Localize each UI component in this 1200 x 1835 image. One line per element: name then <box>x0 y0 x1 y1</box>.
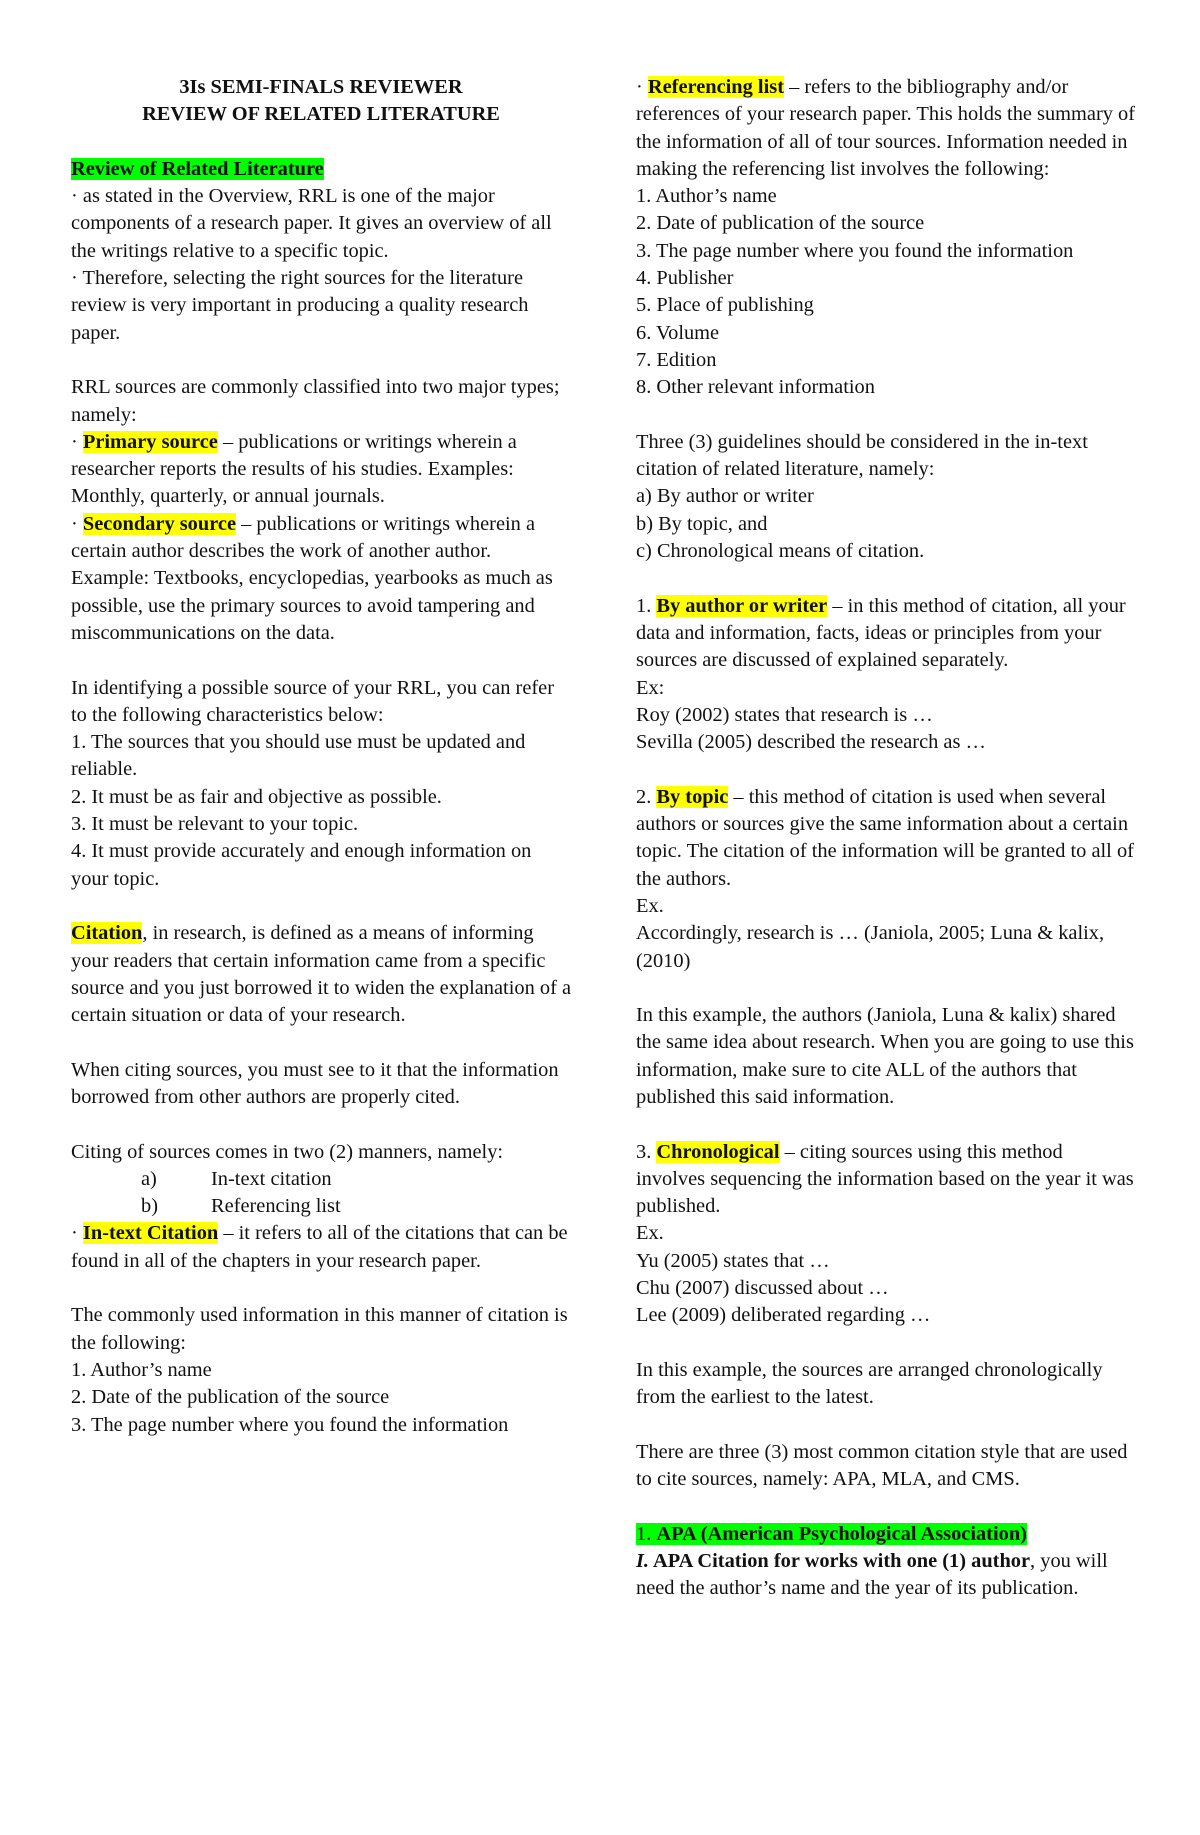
left-column <box>71 74 571 1439</box>
referencing-list-term: Referencing list <box>647 76 784 98</box>
citing-paragraph: When citing sources, you must see to it that the information borrowed from other authors are properly cited. <box>71 1058 559 1108</box>
guidelines-intro: Three (3) guidelines should be considered in the in-text citation of related literature, namely: <box>636 430 1088 481</box>
reference-item: 5. Place of publishing <box>636 294 814 317</box>
chronological-explanation: In this example, the sources are arranged chronologically from the earliest to the latest. <box>636 1358 1103 1409</box>
rrl-paragraph-2: · Therefore, selecting the right sources for the literature review is very important in producing a quality research paper. <box>71 267 529 344</box>
manner-item: b) Referencing list <box>141 1195 341 1218</box>
characteristic-item: 3. It must be relevant to your topic. <box>71 813 359 836</box>
chronological-paragraph: 3. Chronological – citing sources using this method involves sequencing the information based on the year it was published. <box>636 1140 1134 1218</box>
document-subtitle: REVIEW OF RELATED LITERATURE <box>142 103 500 126</box>
example-line: Yu (2005) states that … <box>636 1249 830 1272</box>
example-label: Ex. <box>636 894 664 917</box>
guideline-item: b) By topic, and <box>636 512 768 535</box>
example-line: Chu (2007) discussed about … <box>636 1277 889 1300</box>
apa-heading: 1. APA (American Psychological Association) <box>636 1522 1027 1545</box>
guideline-item: c) Chronological means of citation. <box>636 540 925 563</box>
primary-source-paragraph: · Primary source – publications or writings wherein a researcher reports the results of his studies. Examples: Monthly, quarterly, or annual journals. <box>71 430 517 508</box>
rrl-paragraph-1: · as stated in the Overview, RRL is one of the major components of a research paper. It gives an overview of all the writings relative to a specific topic. <box>71 185 552 262</box>
reference-item: 3. The page number where you found the information <box>636 239 1074 262</box>
by-author-paragraph: 1. By author or writer – in this method of citation, all your data and information, facts, ideas or principles from your sources are discussed of explained separately. <box>636 594 1126 672</box>
identify-intro: In identifying a possible source of your RRL, you can refer to the following characteristics below: <box>71 676 555 726</box>
rrl-heading: Review of Related Literature <box>71 157 324 180</box>
intext-citation-paragraph: · In-text Citation – it refers to all of the citations that can be found in all of the chapters in your research paper. <box>71 1222 568 1272</box>
intext-info-item: 3. The page number where you found the information <box>71 1413 509 1436</box>
example-line: Roy (2002) states that research is … <box>636 703 933 726</box>
characteristic-item: 2. It must be as fair and objective as possible. <box>71 785 442 808</box>
by-author-term: By author or writer <box>656 594 828 617</box>
intext-info-item: 1. Author’s name <box>71 1358 212 1381</box>
by-topic-term: By topic <box>656 785 729 808</box>
example-line: Lee (2009) deliberated regarding … <box>636 1304 931 1327</box>
citation-term: Citation <box>71 922 143 945</box>
example-label: Ex: <box>636 676 665 699</box>
example-label: Ex. <box>636 1222 664 1245</box>
characteristic-item: 1. The sources that you should use must be updated and reliable. <box>71 731 526 781</box>
characteristic-item: 4. It must provide accurately and enough information on your topic. <box>71 840 532 890</box>
primary-source-term: Primary source <box>82 430 218 453</box>
document-title: 3Is SEMI-FINALS REVIEWER <box>179 76 463 98</box>
referencing-list-paragraph: · Referencing list – refers to the bibliography and/or references of your research paper. This holds the summary of the information of all of tour sources. Information needed in making the referencing list involves the following: <box>636 76 1136 180</box>
manners-intro: Citing of sources comes in two (2) manners, namely: <box>71 1140 504 1163</box>
manner-item: a) In-text citation <box>141 1167 332 1190</box>
right-column <box>636 74 1136 1603</box>
reference-item: 1. Author’s name <box>636 185 777 208</box>
reference-item: 6. Volume <box>636 321 720 344</box>
secondary-source-term: Secondary source <box>82 512 236 535</box>
reference-item: 2. Date of publication of the source <box>636 212 925 235</box>
commonly-used-intro: The commonly used information in this manner of citation is the following: <box>71 1304 568 1354</box>
guideline-item: a) By author or writer <box>636 485 814 508</box>
topic-explanation: In this example, the authors (Janiola, Luna & kalix) shared the same idea about research. When you are going to use this information, make sure to cite ALL of the authors that published this said information. <box>636 1004 1134 1108</box>
citation-paragraph: Citation, in research, is defined as a means of informing your readers that certain information came from a specific source and you just borrowed it to widen the explanation of a certain situation or data of your research. <box>71 922 572 1027</box>
example-line: Accordingly, research is … (Janiola, 2005; Luna & kalix, (2010) <box>636 922 1105 972</box>
by-topic-paragraph: 2. By topic – this method of citation is used when several authors or sources give the same information about a certain topic. The citation of the information will be granted to all of the authors. <box>636 785 1134 890</box>
citation-styles-paragraph: There are three (3) most common citation style that are used to cite sources, namely: APA, MLA, and CMS. <box>636 1440 1128 1491</box>
reference-item: 4. Publisher <box>636 267 734 290</box>
apa-one-author-paragraph: I. APA Citation for works with one (1) author, you will need the author’s name and the year of its publication. <box>636 1550 1108 1600</box>
example-line: Sevilla (2005) described the research as … <box>636 731 986 754</box>
intext-citation-term: In-text Citation <box>82 1222 219 1245</box>
intext-info-item: 2. Date of the publication of the source <box>71 1386 390 1409</box>
reference-item: 8. Other relevant information <box>636 376 875 399</box>
reference-item: 7. Edition <box>636 348 717 371</box>
source-types-intro: RRL sources are commonly classified into two major types; namely: <box>71 376 560 426</box>
secondary-source-paragraph: · Secondary source – publications or writings wherein a certain author describes the work of another author. Example: Textbooks, encyclopedias, yearbooks as much as possible, use the primary sources to avoid tampering and miscommunications on the data. <box>71 512 553 644</box>
chronological-term: Chronological <box>656 1140 780 1163</box>
